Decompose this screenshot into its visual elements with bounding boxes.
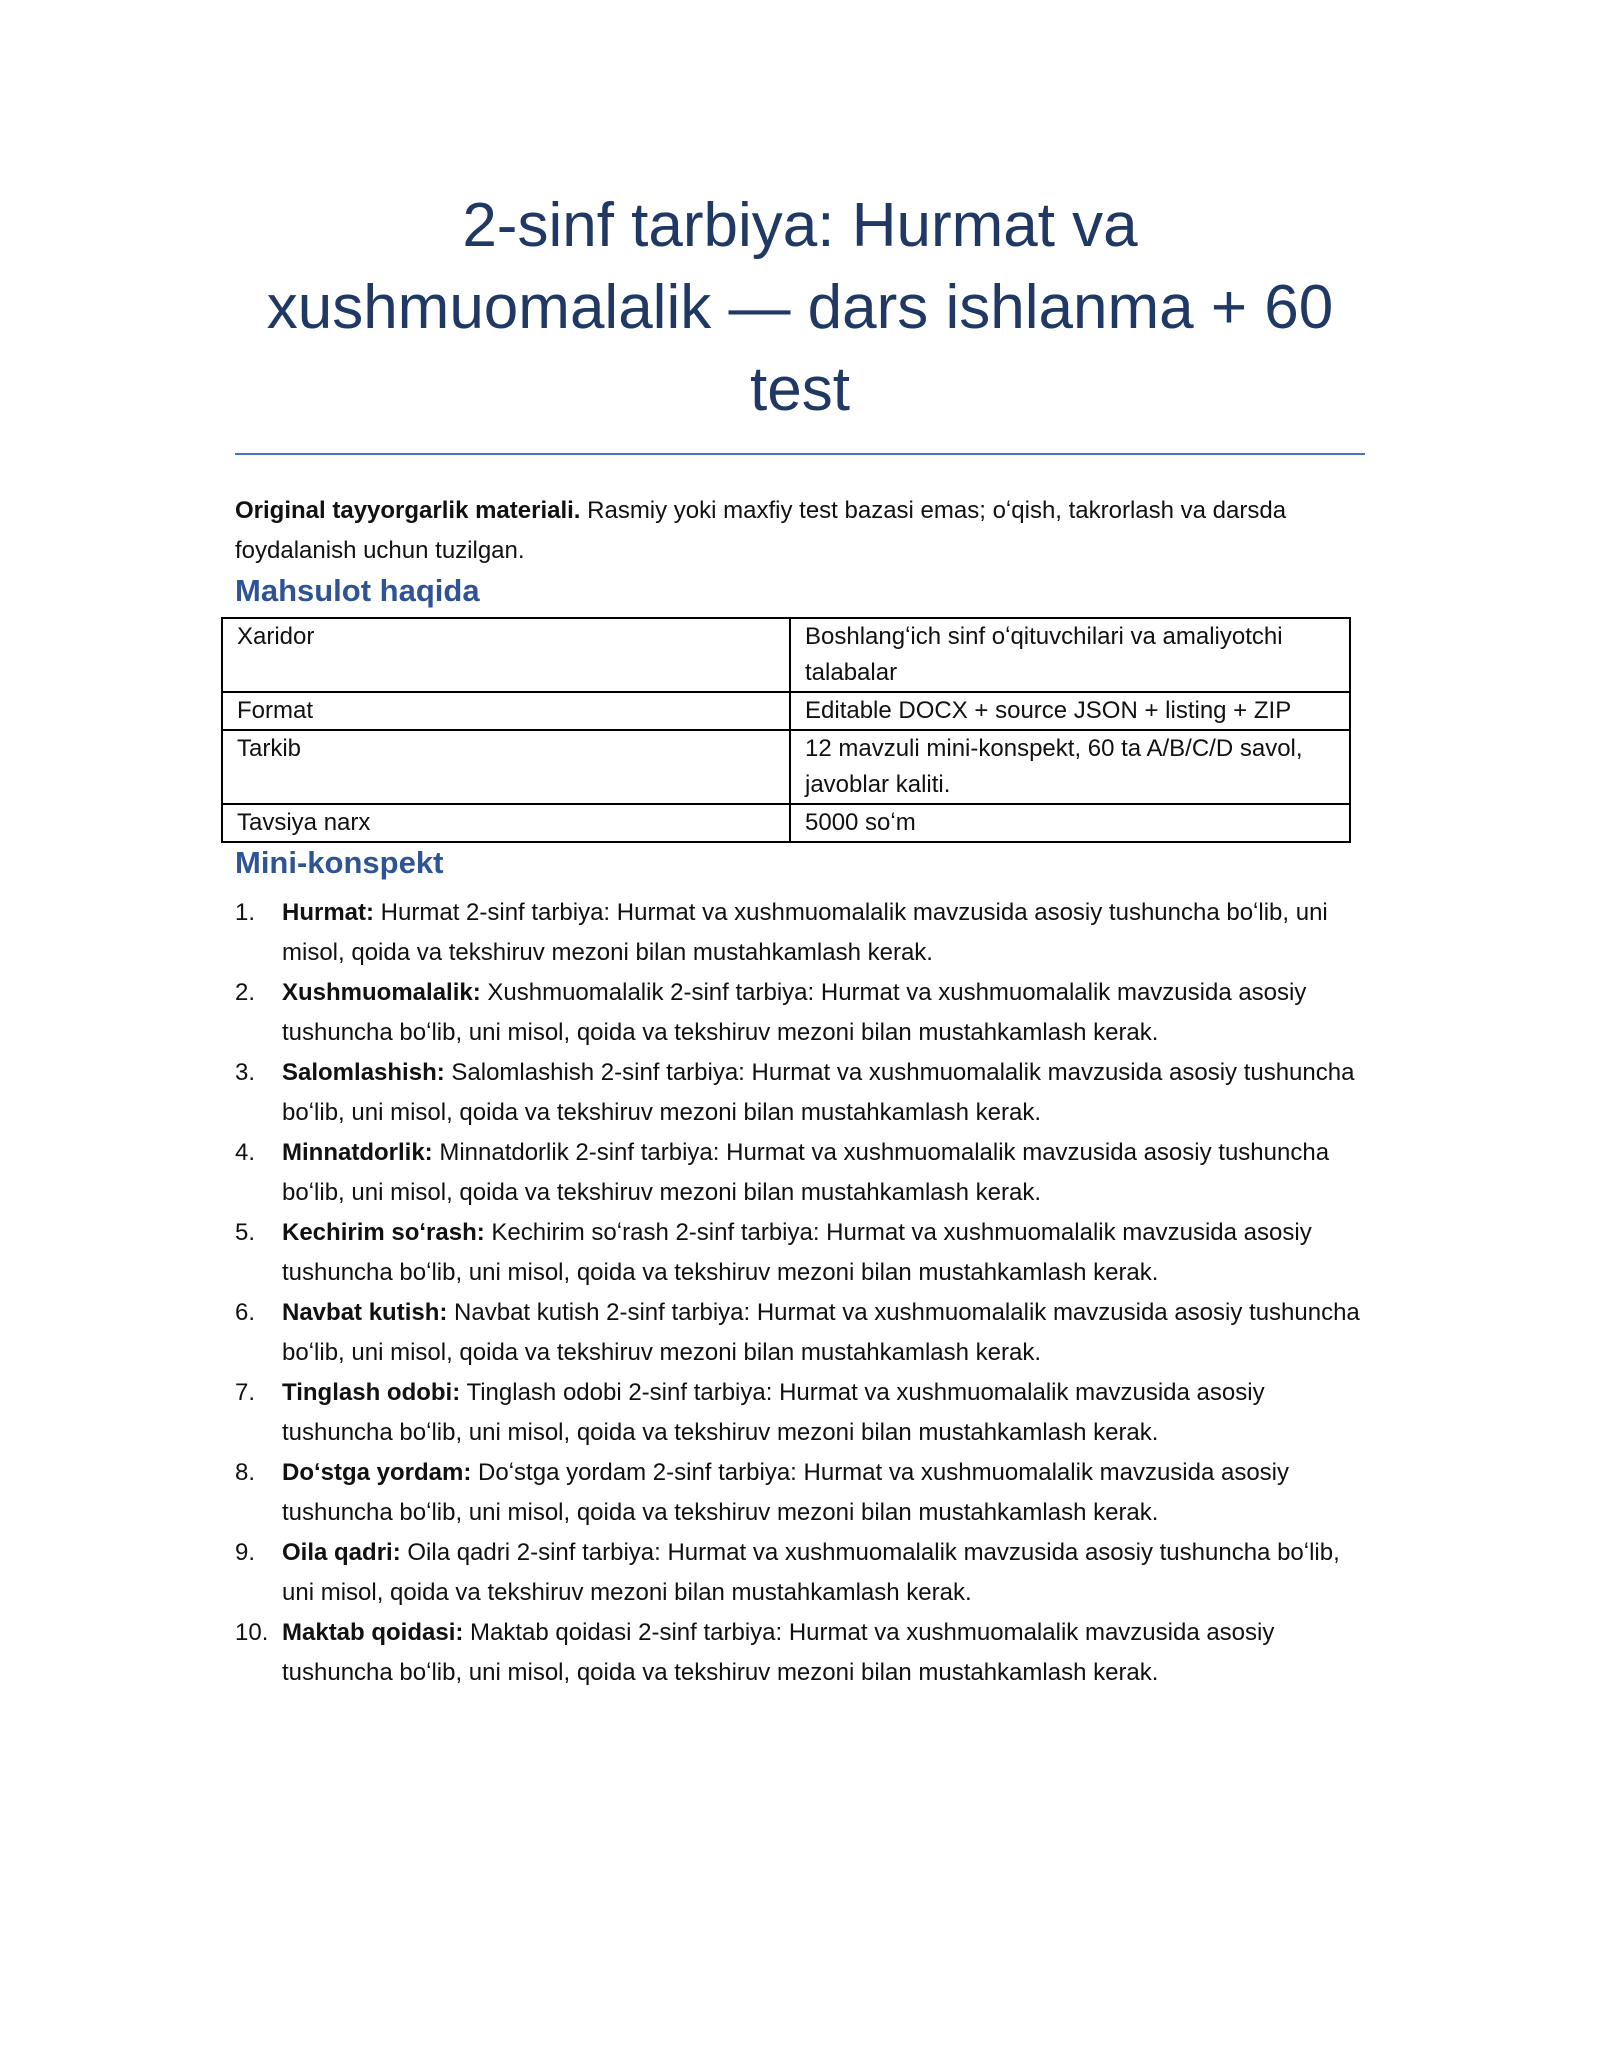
list-number: 6.: [235, 1299, 256, 1326]
list-text: Tinglash odobi 2-sinf tarbiya: Hurmat va xushmuomalalik mavzusida asosiy tushuncha boʻlib, uni misol, qoida va tekshiruv mezoni bilan mustahkamlash kerak.: [282, 1379, 1265, 1446]
table-cell-value: Editable DOCX + source JSON + listing + ZIP: [790, 692, 1350, 730]
list-number: 3.: [235, 1059, 256, 1086]
list-term: Navbat kutish:: [282, 1299, 448, 1326]
list-item: [235, 1133, 1365, 1213]
document-page: [235, 185, 1365, 1693]
list-item: [235, 1373, 1365, 1453]
list-number: 2.: [235, 979, 256, 1006]
list-number: 4.: [235, 1139, 256, 1166]
table-cell-key: Tarkib: [222, 730, 790, 804]
list-number: 7.: [235, 1379, 256, 1406]
list-item: [235, 1453, 1365, 1533]
list-item: [235, 1053, 1365, 1133]
table-row: [222, 618, 1350, 692]
list-item: [235, 1613, 1365, 1693]
list-item: [235, 893, 1365, 973]
list-text: Kechirim soʻrash 2-sinf tarbiya: Hurmat va xushmuomalalik mavzusida asosiy tushuncha boʻlib, uni misol, qoida va tekshiruv mezoni bilan mustahkamlash kerak.: [282, 1219, 1312, 1286]
table-cell-value: 12 mavzuli mini-konspekt, 60 ta A/B/C/D savol, javoblar kaliti.: [790, 730, 1350, 804]
list-text: Salomlashish 2-sinf tarbiya: Hurmat va xushmuomalalik mavzusida asosiy tushuncha boʻlib, uni misol, qoida va tekshiruv mezoni bilan mustahkamlash kerak.: [282, 1059, 1355, 1126]
list-term: Doʻstga yordam:: [282, 1459, 472, 1486]
list-number: 1.: [235, 899, 256, 926]
list-number: 5.: [235, 1219, 256, 1246]
intro-paragraph: [235, 491, 1365, 571]
list-item: [235, 1213, 1365, 1293]
list-text: Oila qadri 2-sinf tarbiya: Hurmat va xushmuomalalik mavzusida asosiy tushuncha boʻlib, uni misol, qoida va tekshiruv mezoni bilan mustahkamlash kerak.: [282, 1539, 1340, 1606]
product-heading: Mahsulot haqida: [235, 573, 480, 608]
summary-heading: Mini-konspekt: [235, 845, 444, 880]
list-text: Minnatdorlik 2-sinf tarbiya: Hurmat va xushmuomalalik mavzusida asosiy tushuncha boʻlib, uni misol, qoida va tekshiruv mezoni bilan mustahkamlash kerak.: [282, 1139, 1330, 1206]
table-cell-key: Tavsiya narx: [222, 804, 790, 842]
intro-bold-label: Original tayyorgarlik materiali.: [235, 497, 581, 524]
list-term: Oila qadri:: [282, 1539, 401, 1566]
table-row: [222, 730, 1350, 804]
table-cell-key: Xaridor: [222, 618, 790, 692]
table-cell-value: Boshlangʻich sinf oʻqituvchilari va amaliyotchi talabalar: [790, 618, 1350, 692]
list-item: [235, 1533, 1365, 1613]
list-term: Tinglash odobi:: [282, 1379, 461, 1406]
list-text: Navbat kutish 2-sinf tarbiya: Hurmat va xushmuomalalik mavzusida asosiy tushuncha boʻlib, uni misol, qoida va tekshiruv mezoni bilan mustahkamlash kerak.: [282, 1299, 1360, 1366]
list-term: Xushmuomalalik:: [282, 979, 481, 1006]
title-divider: [235, 453, 1365, 455]
list-text: Doʻstga yordam 2-sinf tarbiya: Hurmat va xushmuomalalik mavzusida asosiy tushuncha boʻlib, uni misol, qoida va tekshiruv mezoni bilan mustahkamlash kerak.: [282, 1459, 1290, 1526]
summary-list: [235, 893, 1365, 1693]
list-term: Hurmat:: [282, 899, 375, 926]
list-number: 10.: [235, 1619, 269, 1646]
list-term: Maktab qoidasi:: [282, 1619, 464, 1646]
table-cell-key: Format: [222, 692, 790, 730]
table-cell-value: 5000 soʻm: [790, 804, 1350, 842]
list-item: [235, 973, 1365, 1053]
list-text: Hurmat 2-sinf tarbiya: Hurmat va xushmuomalalik mavzusida asosiy tushuncha boʻlib, uni misol, qoida va tekshiruv mezoni bilan mustahkamlash kerak.: [282, 899, 1328, 966]
table-row: [222, 692, 1350, 730]
table-row: [222, 804, 1350, 842]
list-text: Xushmuomalalik 2-sinf tarbiya: Hurmat va xushmuomalalik mavzusida asosiy tushuncha boʻlib, uni misol, qoida va tekshiruv mezoni bilan mustahkamlash kerak.: [282, 979, 1307, 1046]
list-term: Salomlashish:: [282, 1059, 445, 1086]
document-title: 2-sinf tarbiya: Hurmat va xushmuomalalik — dars ishlanma + 60 test: [266, 191, 1334, 424]
list-number: 8.: [235, 1459, 256, 1486]
list-term: Minnatdorlik:: [282, 1139, 433, 1166]
list-text: Maktab qoidasi 2-sinf tarbiya: Hurmat va xushmuomalalik mavzusida asosiy tushuncha boʻlib, uni misol, qoida va tekshiruv mezoni bilan mustahkamlash kerak.: [282, 1619, 1275, 1686]
list-item: [235, 1293, 1365, 1373]
intro-text: Rasmiy yoki maxfiy test bazasi emas; oʻqish, takrorlash va darsda foydalanish uchun tuzilgan.: [235, 497, 1287, 564]
product-info-table: [221, 617, 1351, 843]
list-number: 9.: [235, 1539, 256, 1566]
list-term: Kechirim soʻrash:: [282, 1219, 485, 1246]
